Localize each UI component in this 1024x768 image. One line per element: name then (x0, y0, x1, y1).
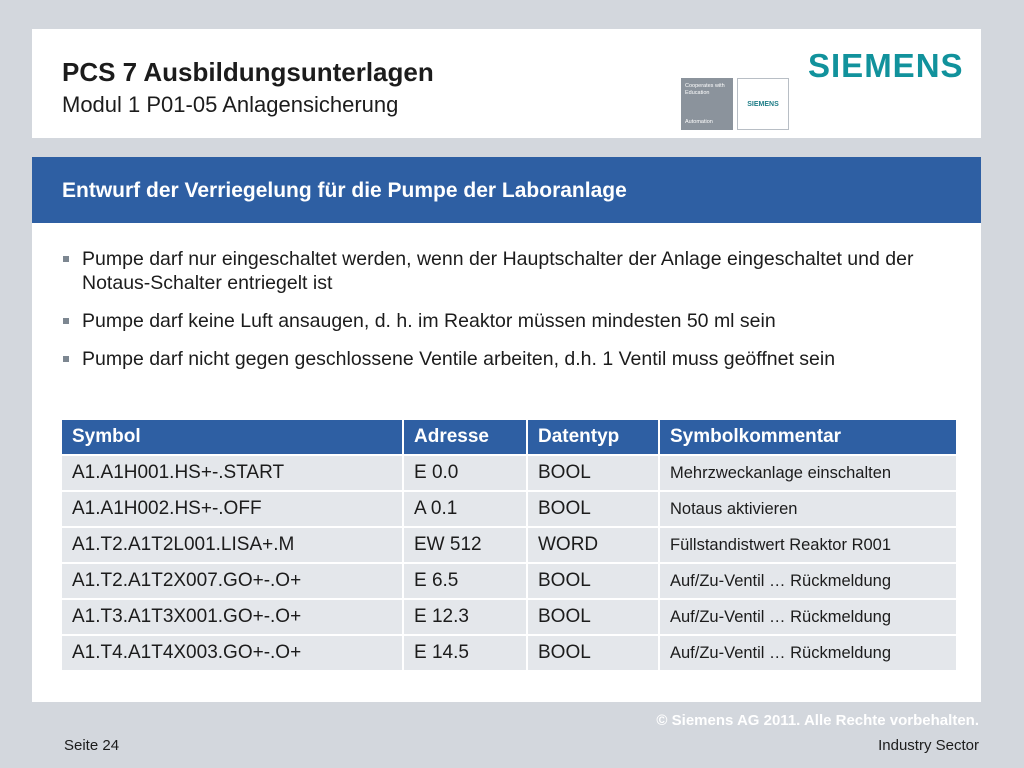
section-title: Entwurf der Verriegelung für die Pumpe der Laboranlage (62, 179, 627, 202)
column-header-symbol: Symbol (62, 420, 402, 454)
cell-adresse: EW 512 (404, 528, 526, 562)
cell-datentyp: BOOL (528, 600, 658, 634)
cell-adresse: E 6.5 (404, 564, 526, 598)
industry-sector-label: Industry Sector (878, 737, 979, 754)
slide-content (32, 157, 981, 702)
cooperates-with-education-logo (681, 78, 733, 130)
cell-symbol: A1.T4.A1T4X003.GO+-.O+ (62, 636, 402, 670)
cell-adresse: E 14.5 (404, 636, 526, 670)
bullet-item (58, 347, 973, 371)
cell-symbol: A1.T3.A1T3X001.GO+-.O+ (62, 600, 402, 634)
column-header-datentyp: Datentyp (528, 420, 658, 454)
table-row (62, 492, 956, 526)
table-row (62, 528, 956, 562)
cell-adresse: E 0.0 (404, 456, 526, 490)
bullet-item (58, 309, 973, 333)
coop-badge-text: Cooperates with Education (685, 83, 725, 96)
table-row (62, 456, 956, 490)
cell-datentyp: BOOL (528, 636, 658, 670)
slide-header (32, 29, 981, 138)
cell-symbolkommentar: Auf/Zu-Ventil … Rückmeldung (660, 636, 956, 670)
siemens-logo: SIEMENS (808, 47, 964, 84)
bullet-text: Pumpe darf nicht gegen geschlossene Ventile arbeiten, d.h. 1 Ventil muss geöffnet sein (82, 348, 836, 370)
cell-symbolkommentar: Auf/Zu-Ventil … Rückmeldung (660, 564, 956, 598)
bullet-text: Pumpe darf nur eingeschaltet werden, wenn der Hauptschalter der Anlage eingeschaltet und der Notaus-Schalter entriegelt ist (82, 248, 914, 294)
cell-symbolkommentar: Mehrzweckanlage einschalten (660, 456, 956, 490)
cell-datentyp: BOOL (528, 564, 658, 598)
cell-datentyp: BOOL (528, 492, 658, 526)
bullet-square-icon (63, 356, 69, 362)
cell-symbolkommentar: Notaus aktivieren (660, 492, 956, 526)
column-header-symbolkommentar: Symbolkommentar (660, 420, 956, 454)
cell-symbol: A1.A1H002.HS+-.OFF (62, 492, 402, 526)
siemens-small-logo: SIEMENS (737, 78, 789, 130)
cell-datentyp: WORD (528, 528, 658, 562)
symbol-table (60, 418, 958, 672)
cell-adresse: A 0.1 (404, 492, 526, 526)
page-number: Seite 24 (64, 737, 120, 754)
section-banner (32, 157, 981, 223)
bullet-square-icon (63, 318, 69, 324)
bullet-text: Pumpe darf keine Luft ansaugen, d. h. im Reaktor müssen mindesten 50 ml sein (82, 310, 776, 332)
cell-symbol: A1.T2.A1T2L001.LISA+.M (62, 528, 402, 562)
cell-adresse: E 12.3 (404, 600, 526, 634)
slide-subtitle: Modul 1 P01-05 Anlagensicherung (62, 92, 399, 117)
table-row (62, 564, 956, 598)
cell-datentyp: BOOL (528, 456, 658, 490)
cell-symbolkommentar: Auf/Zu-Ventil … Rückmeldung (660, 600, 956, 634)
cell-symbol: A1.T2.A1T2X007.GO+-.O+ (62, 564, 402, 598)
table-row (62, 600, 956, 634)
bullet-list (58, 247, 973, 385)
bullet-square-icon (63, 256, 69, 262)
copyright-notice: © Siemens AG 2011. Alle Rechte vorbehalten. (656, 712, 979, 729)
cell-symbol: A1.A1H001.HS+-.START (62, 456, 402, 490)
coop-badge-subtext: Automation (685, 119, 713, 125)
bullet-item (58, 247, 973, 295)
table-row (62, 636, 956, 670)
cell-symbolkommentar: Füllstandistwert Reaktor R001 (660, 528, 956, 562)
slide-title: PCS 7 Ausbildungsunterlagen (62, 57, 434, 87)
column-header-adresse: Adresse (404, 420, 526, 454)
table-header-row (62, 420, 956, 454)
